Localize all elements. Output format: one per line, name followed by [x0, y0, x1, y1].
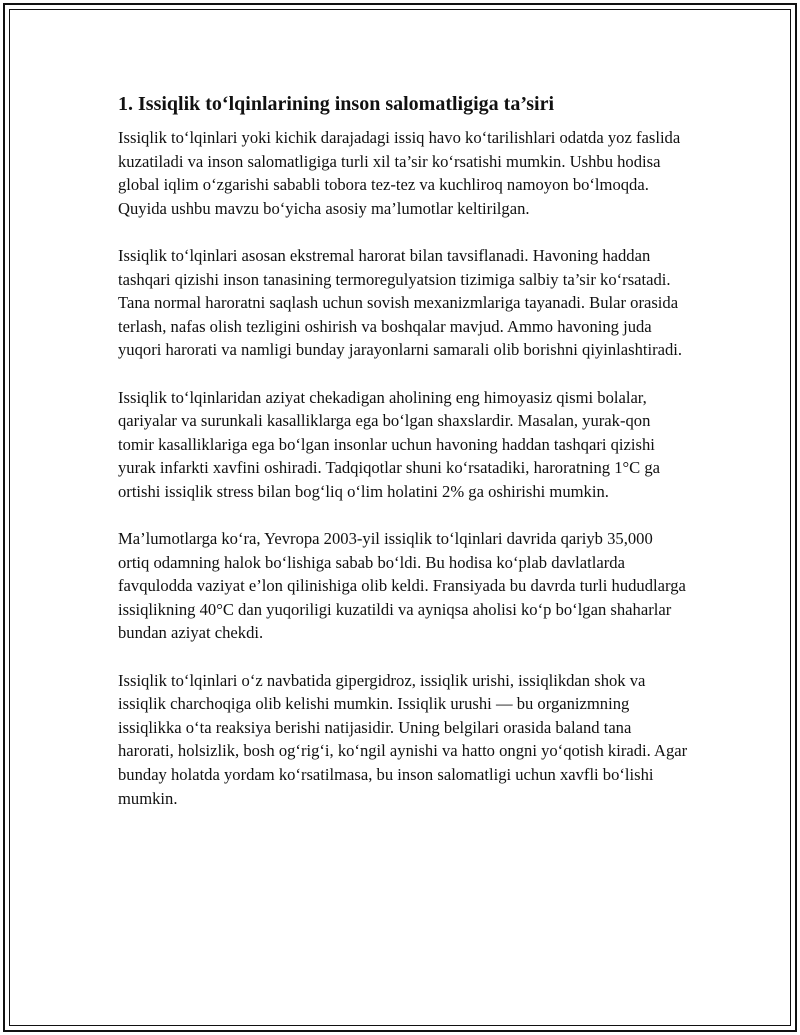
section-title: 1. Issiqlik to‘lqinlarining inson salomatligiga ta’siri: [118, 93, 555, 115]
paragraph-1: Issiqlik to‘lqinlari yoki kichik darajadagi issiq havo ko‘tarilishlari odatda yoz faslida kuzatiladi va inson salomatligiga turli xil ta’sir ko‘rsatishi mumkin. Ushbu hodisa global iqlim o‘zgarishi sababli tobora tez-tez va kuchliroq namoyon bo‘lmoqda. Quyida ushbu mavzu bo‘yicha asosiy ma’lumotlar keltirilgan.: [118, 128, 681, 218]
paragraph-2: Issiqlik to‘lqinlari asosan ekstremal harorat bilan tavsiflanadi. Havoning haddan tashqari qizishi inson tanasining termoregulyatsion tizimiga salbiy ta’sir ko‘rsatadi. Tana normal haroratni saqlash uchun sovish mexanizmlariga tayanadi. Bular orasida terlash, nafas olish tezligini oshirish va boshqalar mavjud. Ammo havoning juda yuqori harorati va namligi bunday jarayonlarni samarali olib borishni qiyinlashtiradi.: [118, 245, 683, 360]
document-body: [118, 90, 688, 834]
paragraph-4: Ma’lumotlarga ko‘ra, Yevropa 2003-yil issiqlik to‘lqinlari davrida qariyb 35,000 ortiq odamning halok bo‘lishiga sabab bo‘ldi. Bu hodisa ko‘plab davlatlarda favqulodda vaziyat e’lon qilinishiga olib keldi. Fransiyada bu davrda turli hududlarga issiqlikning 40°C dan yuqoriligi kuzatildi va ayniqsa aholisi ko‘p bo‘lgan shaharlar bundan aziyat chekdi.: [118, 529, 686, 643]
paragraph-5: Issiqlik to‘lqinlari o‘z navbatida gipergidroz, issiqlik urishi, issiqlikdan shok va issiqlik charchoqiga olib kelishi mumkin. Issiqlik urushi — bu organizmning issiqlikka o‘ta reaksiya berishi natijasidir. Uning belgilari orasida baland tana harorati, holsizlik, bosh og‘rig‘i, ko‘ngil aynishi va hatto ongni yo‘qotish kiradi. Agar bunday holatda yordam ko‘rsatilmasa, bu inson salomatligi uchun xavfli bo‘lishi mumkin.: [118, 670, 688, 808]
paragraph-3: Issiqlik to‘lqinlaridan aziyat chekadigan aholining eng himoyasiz qismi bolalar, qariyalar va surunkali kasalliklarga ega bo‘lgan shaxslardir. Masalan, yurak-qon tomir kasalliklariga ega bo‘lgan insonlar uchun havoning haddan tashqari qizishi yurak infarkti xavfini oshiradi. Tadqiqotlar shuni ko‘rsatadiki, haroratning 1°C ga ortishi issiqlik stress bilan bog‘liq o‘lim holatini 2% ga oshirishi mumkin.: [118, 387, 661, 501]
